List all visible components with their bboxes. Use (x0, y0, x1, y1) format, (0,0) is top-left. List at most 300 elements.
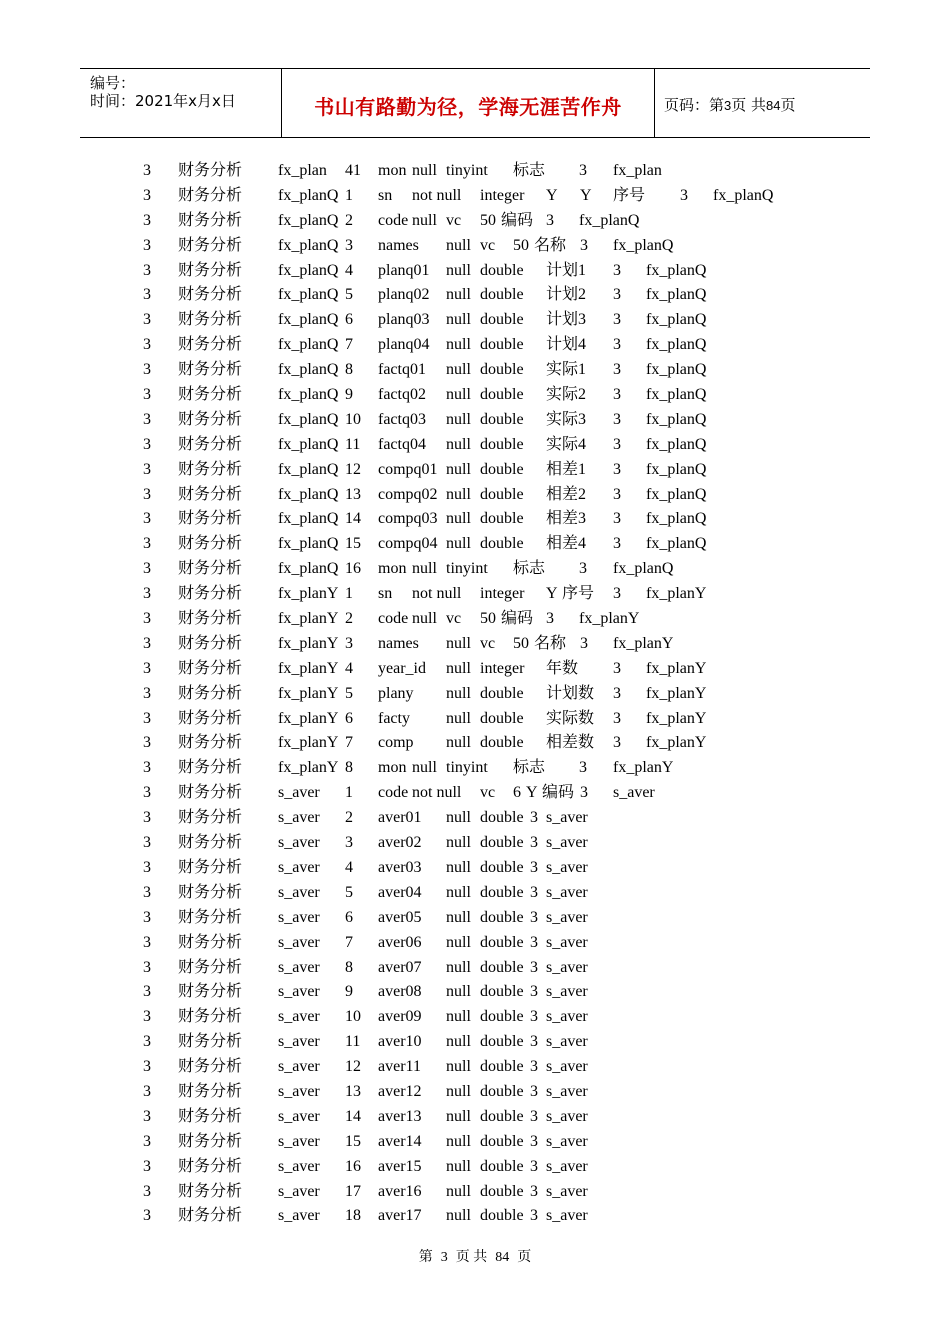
cell: vc (446, 211, 462, 229)
cell: 3 (680, 186, 688, 204)
cell: 标志 (513, 162, 546, 179)
cell: null (446, 535, 471, 553)
cell: 2 (345, 211, 353, 229)
cell: double (480, 286, 524, 304)
table-row (0, 857, 950, 882)
cell: fx_planY (613, 634, 674, 652)
page-footer (0, 1246, 950, 1266)
cell: 财务分析 (178, 1008, 243, 1026)
cell: 4 (345, 659, 353, 677)
cell: names (378, 236, 419, 254)
cell: s_aver (546, 933, 588, 951)
cell: double (480, 1033, 524, 1051)
cell: 50 (480, 211, 496, 229)
cell: 3 (613, 659, 621, 677)
cell: s_aver (278, 1033, 320, 1051)
cell: 财务分析 (178, 1207, 243, 1225)
cell: 财务分析 (178, 734, 243, 752)
cell: 3 (613, 585, 621, 603)
cell: 财务分析 (178, 858, 243, 876)
cell: 财务分析 (178, 958, 243, 976)
cell: fx_planY (646, 734, 707, 752)
page-end: 页 (780, 96, 796, 114)
table-row (0, 558, 950, 583)
cell: null (446, 1082, 471, 1100)
cell: 3 (530, 1182, 538, 1200)
cell: 实际3 (546, 410, 587, 428)
cell: 3 (143, 460, 151, 478)
cell: 1 (345, 784, 353, 802)
cell: 财务分析 (178, 286, 243, 304)
cell: 编码 (542, 784, 575, 802)
cell: aver12 (378, 1082, 422, 1100)
cell: aver14 (378, 1132, 422, 1150)
cell: double (480, 734, 524, 752)
cell: 7 (345, 734, 353, 752)
cell: 财务分析 (178, 361, 243, 379)
cell: 财务分析 (178, 659, 243, 677)
table-row (0, 185, 950, 210)
cell: 7 (345, 336, 353, 354)
cell: double (480, 311, 524, 329)
cell: 5 (345, 286, 353, 304)
cell: 3 (579, 162, 587, 179)
cell: fx_planQ (278, 435, 339, 453)
cell: 3 (530, 1008, 538, 1026)
cell: integer (480, 186, 525, 204)
cell: s_aver (278, 784, 320, 802)
cell: 财务分析 (178, 610, 243, 628)
cell: double (480, 933, 524, 951)
cell: s_aver (546, 883, 588, 901)
cell: compq02 (378, 485, 438, 503)
table-row (0, 732, 950, 757)
cell: aver01 (378, 809, 422, 827)
cell: null (446, 236, 471, 254)
cell: vc (480, 784, 496, 802)
cell: 12 (345, 1058, 361, 1076)
cell: 3 (143, 585, 151, 603)
footer-prefix: 第 (418, 1250, 433, 1265)
cell: fx_planY (278, 634, 339, 652)
cell: 财务分析 (178, 1107, 243, 1125)
cell: 3 (143, 510, 151, 528)
cell: null (446, 734, 471, 752)
cell: null (446, 410, 471, 428)
cell: 3 (546, 211, 554, 229)
cell: fx_planQ (646, 361, 707, 379)
footer-total: 84 (495, 1250, 510, 1265)
table-row (0, 1006, 950, 1031)
cell: fx_planQ (646, 286, 707, 304)
cell: 3 (143, 1132, 151, 1150)
cell: null (446, 709, 471, 727)
cell: double (480, 336, 524, 354)
cell: not null (412, 186, 462, 204)
table-row (0, 334, 950, 359)
table-row (0, 210, 950, 235)
cell: 3 (143, 1157, 151, 1175)
cell: 3 (546, 610, 554, 628)
cell: vc (480, 634, 496, 652)
cell: fx_planY (646, 684, 707, 702)
cell: null (446, 1132, 471, 1150)
cell: s_aver (613, 784, 655, 802)
cell: 3 (143, 1008, 151, 1026)
page-header (80, 68, 870, 138)
cell: 相差4 (546, 535, 587, 553)
cell: 18 (345, 1207, 361, 1225)
cell: 财务分析 (178, 634, 243, 652)
table-row (0, 1181, 950, 1206)
cell: 3 (143, 659, 151, 677)
cell: 3 (613, 460, 621, 478)
cell: aver04 (378, 883, 422, 901)
cell: null (412, 162, 437, 179)
cell: 序号 (613, 186, 646, 204)
cell: 财务分析 (178, 983, 243, 1001)
cell: 财务分析 (178, 834, 243, 852)
cell: 3 (143, 286, 151, 304)
cell: 2 (345, 610, 353, 628)
cell: 3 (143, 958, 151, 976)
table-row (0, 1131, 950, 1156)
cell: double (480, 883, 524, 901)
cell: s_aver (546, 1058, 588, 1076)
cell: aver06 (378, 933, 422, 951)
cell: compq04 (378, 535, 438, 553)
cell: s_aver (278, 1082, 320, 1100)
cell: 3 (530, 1058, 538, 1076)
cell: 3 (530, 858, 538, 876)
page-total: 84 (766, 98, 781, 113)
table-row (0, 683, 950, 708)
cell: code (378, 784, 409, 802)
cell: null (446, 510, 471, 528)
cell: null (446, 286, 471, 304)
cell: double (480, 958, 524, 976)
cell: 8 (345, 361, 353, 379)
cell: s_aver (278, 1058, 320, 1076)
cell: 13 (345, 1082, 361, 1100)
cell: fx_planQ (278, 311, 339, 329)
cell: double (480, 460, 524, 478)
cell: vc (446, 610, 462, 628)
cell: 50 (513, 634, 529, 652)
cell: aver13 (378, 1107, 422, 1125)
cell: 3 (345, 634, 353, 652)
cell: aver05 (378, 908, 422, 926)
cell: 3 (613, 535, 621, 553)
cell: 17 (345, 1182, 361, 1200)
table-row (0, 807, 950, 832)
cell: null (446, 933, 471, 951)
cell: s_aver (278, 1107, 320, 1125)
cell: 计划4 (546, 336, 587, 354)
cell: null (446, 261, 471, 279)
cell: 相差1 (546, 460, 587, 478)
cell: 财务分析 (178, 510, 243, 528)
cell: factq02 (378, 386, 426, 404)
cell: double (480, 983, 524, 1001)
cell: double (480, 809, 524, 827)
cell: double (480, 410, 524, 428)
cell: double (480, 1008, 524, 1026)
cell: 财务分析 (178, 186, 243, 204)
cell: 财务分析 (178, 1058, 243, 1076)
cell: fx_planQ (278, 211, 339, 229)
cell: 3 (613, 709, 621, 727)
cell: compq03 (378, 510, 438, 528)
cell: 3 (613, 734, 621, 752)
serial-label: 编号： (90, 74, 136, 92)
cell: null (446, 435, 471, 453)
cell: 3 (345, 236, 353, 254)
cell: 相差2 (546, 485, 587, 503)
cell: 3 (143, 336, 151, 354)
table-row (0, 782, 950, 807)
cell: 3 (143, 734, 151, 752)
cell: 财务分析 (178, 784, 243, 802)
cell: 3 (143, 858, 151, 876)
cell: fx_planQ (613, 560, 674, 578)
cell: 计划数 (546, 684, 595, 702)
cell: null (446, 659, 471, 677)
cell: aver10 (378, 1033, 422, 1051)
cell: facty (378, 709, 410, 727)
cell: s_aver (546, 1157, 588, 1175)
cell: 3 (143, 211, 151, 229)
cell: 财务分析 (178, 535, 243, 553)
cell: 3 (345, 834, 353, 852)
cell: tinyint (446, 162, 488, 179)
cell: s_aver (278, 834, 320, 852)
cell: 标志 (513, 759, 546, 777)
cell: 财务分析 (178, 759, 243, 777)
cell: aver09 (378, 1008, 422, 1026)
footer-mid: 页 共 (455, 1250, 488, 1265)
cell: 3 (530, 883, 538, 901)
cell: 3 (143, 311, 151, 329)
cell: 3 (530, 958, 538, 976)
cell: 实际4 (546, 435, 587, 453)
table-row (0, 309, 950, 334)
table-row (0, 583, 950, 608)
cell: fx_planQ (278, 560, 339, 578)
cell: planq04 (378, 336, 430, 354)
cell: 3 (143, 485, 151, 503)
cell: 3 (613, 435, 621, 453)
cell: factq03 (378, 410, 426, 428)
cell: 序号 (562, 585, 595, 603)
cell: fx_planY (278, 585, 339, 603)
cell: 6 (513, 784, 521, 802)
cell: 3 (143, 1058, 151, 1076)
table-row (0, 484, 950, 509)
cell: 3 (530, 834, 538, 852)
cell: null (446, 958, 471, 976)
cell: fx_planY (278, 734, 339, 752)
cell: planq03 (378, 311, 430, 329)
cell: 3 (143, 186, 151, 204)
table-row (0, 832, 950, 857)
cell: 3 (530, 933, 538, 951)
cell: aver08 (378, 983, 422, 1001)
cell: 3 (580, 236, 588, 254)
cell: null (446, 634, 471, 652)
cell: s_aver (278, 908, 320, 926)
cell: null (446, 684, 471, 702)
cell: 3 (530, 1082, 538, 1100)
table-row (0, 981, 950, 1006)
cell: 8 (345, 958, 353, 976)
cell: sn (378, 585, 393, 603)
cell: planq01 (378, 261, 430, 279)
cell: 3 (613, 410, 621, 428)
cell: aver16 (378, 1182, 422, 1200)
cell: s_aver (278, 1207, 320, 1225)
cell: s_aver (278, 1157, 320, 1175)
cell: 财务分析 (178, 933, 243, 951)
cell: Y (526, 784, 538, 802)
cell: fx_planQ (646, 435, 707, 453)
cell: 3 (143, 684, 151, 702)
cell: null (446, 1182, 471, 1200)
field-table (0, 160, 950, 1230)
page-mid: 页 共 (731, 96, 767, 114)
cell: 年数 (546, 659, 579, 677)
cell: null (446, 983, 471, 1001)
cell: 财务分析 (178, 709, 243, 727)
cell: 1 (345, 186, 353, 204)
cell: 财务分析 (178, 162, 243, 179)
cell: null (412, 560, 437, 578)
cell: fx_planQ (646, 485, 707, 503)
cell: fx_planQ (646, 535, 707, 553)
table-row (0, 1106, 950, 1131)
cell: s_aver (546, 809, 588, 827)
cell: fx_planQ (278, 410, 339, 428)
cell: fx_planQ (613, 236, 674, 254)
table-row (0, 409, 950, 434)
cell: 3 (143, 759, 151, 777)
cell: 6 (345, 311, 353, 329)
cell: 3 (613, 286, 621, 304)
cell: null (446, 834, 471, 852)
cell: fx_plan (278, 162, 327, 179)
cell: null (446, 809, 471, 827)
cell: double (480, 1058, 524, 1076)
cell: double (480, 1132, 524, 1150)
cell: fx_planQ (646, 336, 707, 354)
cell: Y (580, 186, 592, 204)
cell: aver15 (378, 1157, 422, 1175)
cell: 3 (530, 908, 538, 926)
table-row (0, 882, 950, 907)
cell: 财务分析 (178, 261, 243, 279)
cell: 财务分析 (178, 460, 243, 478)
cell: comp (378, 734, 414, 752)
cell: 3 (143, 560, 151, 578)
cell: fx_planQ (278, 510, 339, 528)
cell: s_aver (546, 1132, 588, 1150)
cell: 11 (345, 435, 361, 453)
cell: 3 (143, 610, 151, 628)
cell: 3 (143, 1082, 151, 1100)
cell: 3 (143, 1182, 151, 1200)
cell: fx_planQ (278, 336, 339, 354)
cell: tinyint (446, 560, 488, 578)
cell: double (480, 261, 524, 279)
cell: 4 (345, 858, 353, 876)
cell: s_aver (546, 1182, 588, 1200)
cell: 财务分析 (178, 336, 243, 354)
cell: fx_planQ (278, 460, 339, 478)
cell: null (446, 1033, 471, 1051)
cell: 12 (345, 460, 361, 478)
table-row (0, 1056, 950, 1081)
cell: 3 (530, 809, 538, 827)
cell: s_aver (278, 1008, 320, 1026)
table-row (0, 160, 950, 185)
cell: 3 (613, 336, 621, 354)
cell: 编码 (501, 610, 534, 628)
table-row (0, 284, 950, 309)
cell: s_aver (278, 933, 320, 951)
cell: 财务分析 (178, 809, 243, 827)
cell: fx_planY (278, 659, 339, 677)
cell: fx_planQ (646, 460, 707, 478)
cell: null (446, 908, 471, 926)
cell: 财务分析 (178, 1132, 243, 1150)
table-row (0, 708, 950, 733)
cell: 8 (345, 759, 353, 777)
cell: 3 (613, 261, 621, 279)
cell: null (412, 211, 437, 229)
cell: 3 (580, 634, 588, 652)
cell: names (378, 634, 419, 652)
cell: s_aver (546, 958, 588, 976)
cell: null (446, 311, 471, 329)
cell: fx_planY (579, 610, 640, 628)
cell: 财务分析 (178, 410, 243, 428)
cell: double (480, 858, 524, 876)
cell: 5 (345, 883, 353, 901)
cell: 3 (143, 809, 151, 827)
cell: not null (412, 585, 462, 603)
cell: 3 (143, 634, 151, 652)
cell: not null (412, 784, 462, 802)
cell: plany (378, 684, 414, 702)
cell: 财务分析 (178, 1082, 243, 1100)
cell: 6 (345, 908, 353, 926)
cell: fx_planQ (713, 186, 774, 204)
cell: null (446, 858, 471, 876)
cell: s_aver (546, 1082, 588, 1100)
cell: null (446, 485, 471, 503)
table-row (0, 757, 950, 782)
cell: 2 (345, 809, 353, 827)
table-row (0, 957, 950, 982)
cell: fx_planQ (278, 261, 339, 279)
cell: double (480, 684, 524, 702)
table-row (0, 384, 950, 409)
cell: 计划1 (546, 261, 587, 279)
cell: 4 (345, 261, 353, 279)
cell: double (480, 510, 524, 528)
cell: s_aver (278, 883, 320, 901)
header-meta (80, 69, 280, 137)
